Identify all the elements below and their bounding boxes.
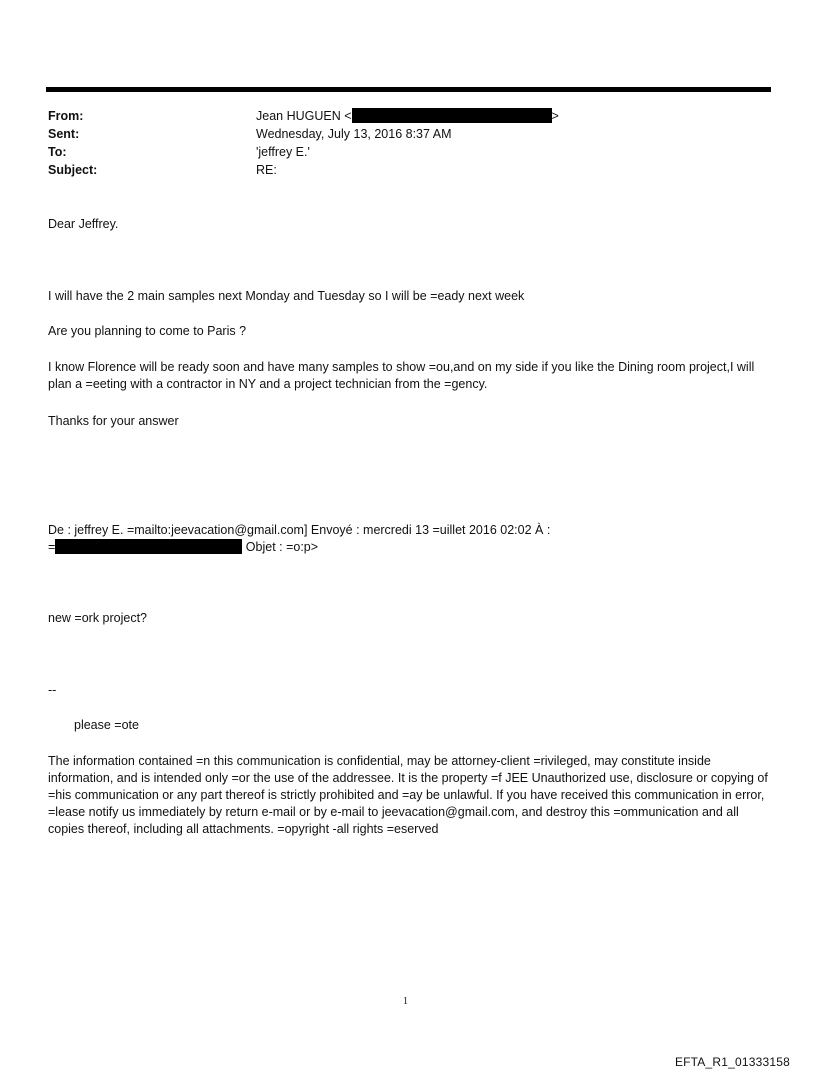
redaction-block: [352, 108, 552, 123]
redaction-block: [55, 539, 242, 554]
subject-label: Subject:: [48, 163, 98, 177]
document-id: EFTA_R1_01333158: [674, 1055, 790, 1069]
body-paragraph: I know Florence will be ready soon and have many samples to show =ou,and on my side if you like the Dining room project,I will plan a =eeting with a contractor in NY and a project technician from the =gency.: [48, 360, 755, 391]
signature-separator: --: [48, 683, 57, 697]
body-paragraph: Are you planning to come to Paris ?: [48, 324, 247, 338]
quoted-subject: Objet : =o:p>: [242, 540, 319, 554]
signature-note: please =ote: [74, 718, 139, 732]
quoted-header-line: De : jeffrey E. =mailto:jeevacation@gmail.com] Envoyé : mercredi 13 =uillet 2016 02:02 À :: [48, 523, 551, 537]
sent-value: Wednesday, July 13, 2016 8:37 AM: [256, 127, 452, 141]
greeting: Dear Jeffrey.: [48, 217, 119, 231]
disclaimer: The information contained =n this communication is confidential, may be attorney-client =rivileged, may constitute inside information, and is intended only =or the use of the addressee. It is the property =f JEE Unauthorized use, disclosure or copying of =his communication or any part thereof is strictly prohibited and =ay be unlawful. If you have received this communication in error, =lease notify us immediately by return e-mail or by e-mail to jeevacation@gmail.com, and destroy this =ommunication and all copies thereof, including all attachments. =opyright -all rights =eserved: [48, 754, 768, 836]
header-rule: [46, 87, 771, 92]
quoted-header-line: [48, 539, 318, 556]
to-value: 'jeffrey E.': [256, 145, 310, 159]
sent-label: Sent:: [48, 127, 80, 141]
from-label: From:: [48, 109, 84, 123]
from-value: [256, 107, 559, 125]
quoted-body: new =ork project?: [48, 611, 148, 625]
from-close: >: [551, 109, 559, 123]
page-number: 1: [403, 996, 408, 1007]
subject-value: RE:: [256, 163, 277, 177]
body-paragraph: Thanks for your answer: [48, 414, 179, 428]
body-paragraph: I will have the 2 main samples next Monday and Tuesday so I will be =eady next week: [48, 289, 525, 303]
to-label: To:: [48, 145, 67, 159]
quoted-prefix: =: [48, 540, 56, 554]
from-name: Jean HUGUEN <: [256, 109, 352, 123]
